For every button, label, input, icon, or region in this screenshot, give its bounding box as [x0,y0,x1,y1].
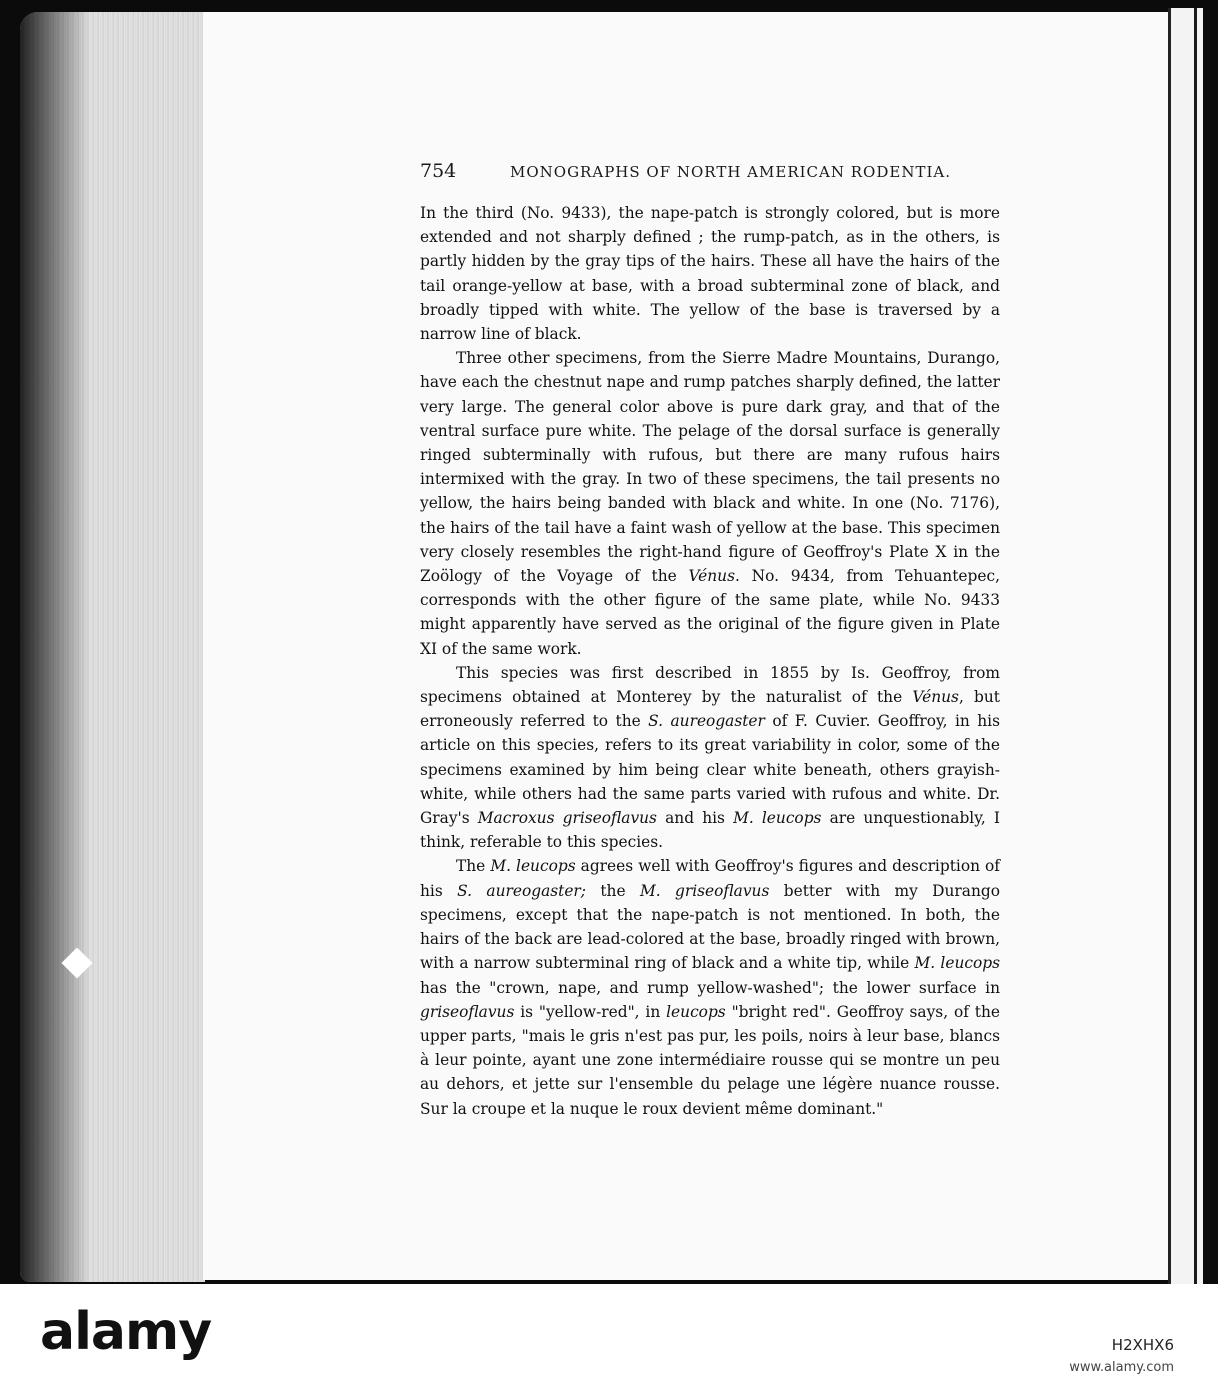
text-run: and his [656,809,734,828]
alamy-logo: alamy [40,1302,212,1362]
text-run: better with my Durango specimens, except that the nape-patch is not mentioned. In both, the hairs of the back are lead-colored at the base, broadly ringed with brown, with a narrow subterminal ring of black and a white tip, while [420,881,1000,973]
text-run: "bright red". Geoffroy says, of the upper parts, "mais le gris n'est pas pur, les poils, noirs à leur base, blancs à leur pointe, ayant une zone intermédiaire rousse qui se montre un peu au dehors, et jette sur l'ensemble du pelage une légère nuance rousse. Sur la croupe et la nuque le roux devient même dominant." [420,1002,1000,1118]
italic-text: Macroxus griseoflavus [477,809,657,828]
running-title: MONOGRAPHS OF NORTH AMERICAN RODENTIA. [510,163,951,181]
paragraph [420,201,1000,346]
page-number: 754 [420,160,457,182]
text-run: Three other specimens, from the Sierre Madre Mountains, Durango, have each the chestnut nape and rump patches sharply defined, the latter very large. The general color above is pure dark gray, and that of the ventral surface pure white. The pelage of the dorsal surface is generally ringed subterminally with rufous, but there are many rufous hairs intermixed with the gray. In two of these specimens, the tail presents no yellow, the hairs being banded with black and white. In one (No. 7176), the hairs of the tail have a faint wash of yellow at the base. This specimen very closely resembles the right-hand figure of Geoffroy's Plate X in the Zoölogy of the Voyage of the [420,349,1000,586]
right-page-edge [1168,8,1203,1284]
italic-text: M. griseoflavus [639,881,770,900]
italic-text: leucops [666,1002,726,1021]
italic-text: S. aureogaster [648,712,765,731]
body-text [420,201,1000,1121]
italic-text: Vénus [912,688,959,707]
italic-text: M. leucops [914,954,1000,973]
text-run: In the third (No. 9433), the nape-patch is strongly colored, but is more extended and not sharply defined ; the rump-patch, as in the others, is partly hidden by the gray tips of the hairs. These all have the hairs of the tail orange-yellow at base, with a broad subterminal zone of black, and broadly tipped with white. The yellow of the base is traversed by a narrow line of black. [420,204,1000,344]
italic-text: S. aureogaster; [457,881,586,900]
right-edge-line [1194,8,1197,1284]
text-run: agrees well with Geoffroy's figures and description of his [420,857,1000,900]
italic-text: griseoflavus [420,1002,515,1021]
text-run: , but erroneously referred to the [420,688,1000,731]
text-run: The [456,857,491,876]
text-run: This species was first described in 1855 by Is. Geoffroy, from specimens obtained at Monterey by the naturalist of the [420,663,1000,707]
watermark-bar [0,1284,1218,1390]
paragraph [420,661,1000,855]
paragraph [420,854,1000,1120]
watermark-url: www.alamy.com [1069,1360,1174,1375]
page-header [420,160,1000,182]
italic-text: M. leucops [490,857,576,876]
italic-text: Vénus [688,567,735,586]
text-run: is "yellow-red", in [514,1002,667,1021]
text-run: of F. Cuvier. Geoffroy, in his article on this species, refers to its great variability in color, some of the specimens examined by him being clear white beneath, others grayish-white, while others had the same parts varied with rufous and white. Dr. Gray's [420,712,1000,828]
italic-text: M. leucops [733,809,822,828]
text-run: the [585,881,640,900]
text-run: . No. 9434, from Tehuantepec, corresponds with the other figure of the same plate, while No. 9433 might apparently have served as the original of the figure given in Plate XI of the same work. [420,567,1000,658]
book-spine-shadow [20,12,90,1282]
text-run: has the "crown, nape, and rump yellow-washed"; the lower surface in [420,978,1000,997]
text-run: are unquestionably, I think, referable to this species. [420,809,1000,852]
image-id: H2XHX6 [1111,1336,1174,1354]
paragraph [420,346,1000,661]
